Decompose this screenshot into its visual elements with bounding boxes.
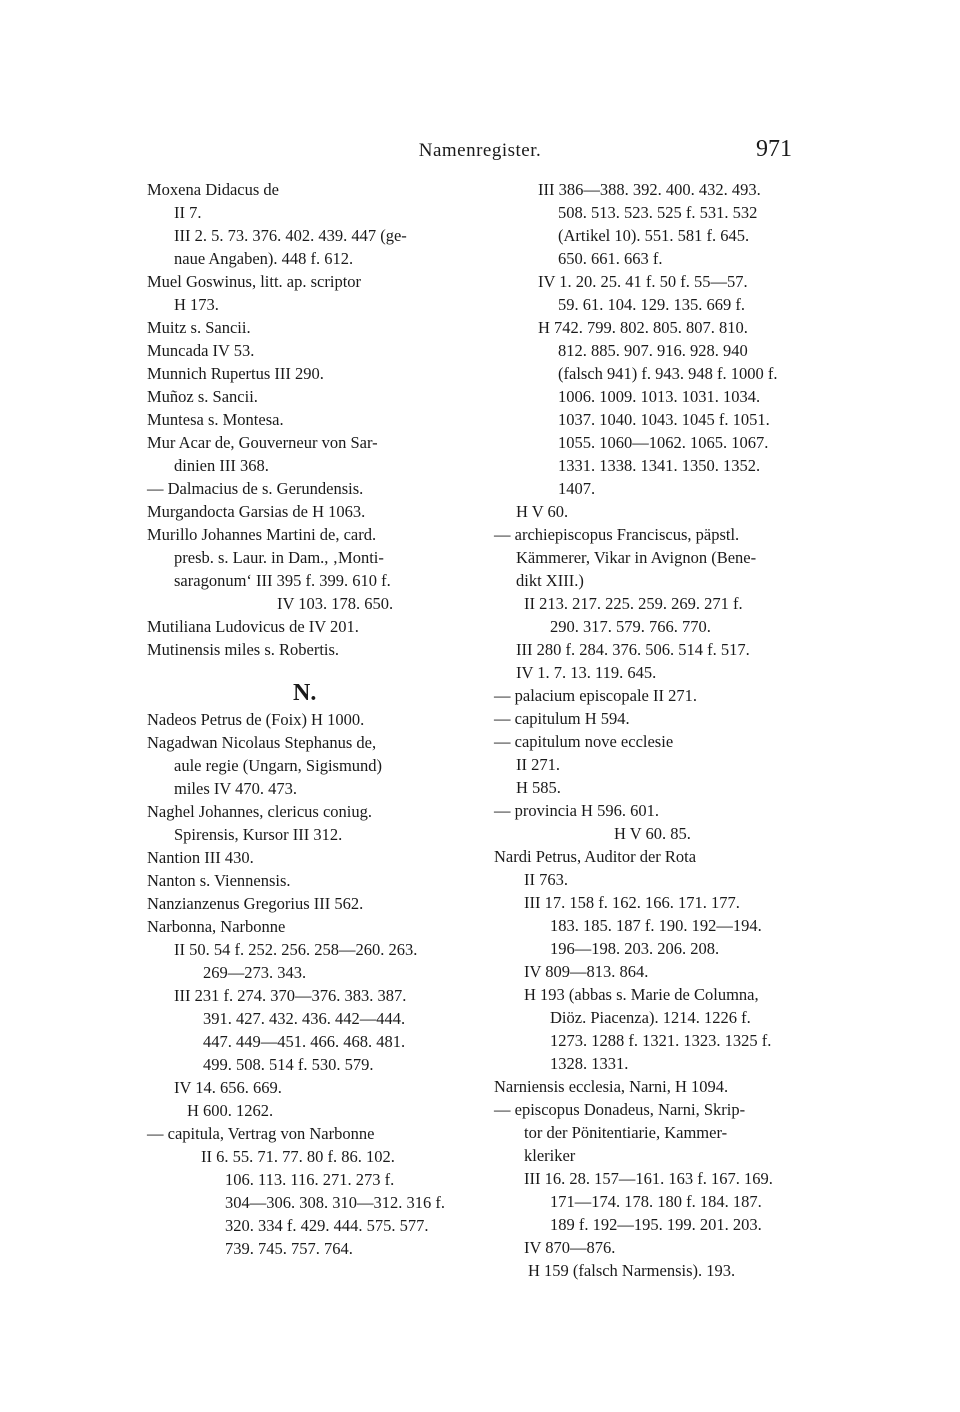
index-line: — palacium episcopale II 271. (494, 686, 697, 705)
running-title: Namenregister. (418, 140, 542, 161)
index-line: Diöz. Piacenza). 1214. 1226 f. (550, 1008, 751, 1027)
index-line: 499. 508. 514 f. 530. 579. (203, 1055, 374, 1074)
index-line: Nagadwan Nicolaus Stephanus de, (147, 733, 377, 752)
index-line: Mutinensis miles s. Robertis. (147, 640, 340, 659)
index-line: saragonum‘ III 395 f. 399. 610 f. (174, 571, 391, 590)
index-line: 183. 185. 187 f. 190. 192—194. (550, 916, 762, 935)
index-line: Mur Acar de, Gouverneur von Sar- (147, 433, 378, 452)
index-line: II 7. (174, 203, 202, 222)
index-line: H 585. (516, 778, 561, 797)
index-line: 447. 449—451. 466. 468. 481. (203, 1032, 406, 1051)
index-line: H V 60. (516, 502, 569, 521)
index-line: 304—306. 308. 310—312. 316 f. (225, 1193, 445, 1212)
index-line: — provincia H 596. 601. (494, 801, 659, 820)
index-line: — episcopus Donadeus, Narni, Skrip- (494, 1100, 746, 1119)
index-line: dinien III 368. (174, 456, 269, 475)
index-line: Nardi Petrus, Auditor der Rota (494, 847, 697, 866)
index-line: H 193 (abbas s. Marie de Columna, (524, 985, 759, 1004)
index-line: 290. 317. 579. 766. 770. (550, 617, 711, 636)
index-line: Nantion III 430. (147, 848, 254, 867)
index-line: Moxena Didacus de (147, 180, 279, 199)
index-line: II 763. (524, 870, 568, 889)
index-line: H 600. 1262. (187, 1101, 274, 1120)
index-line: kleriker (524, 1146, 576, 1165)
index-line: 650. 661. 663 f. (558, 249, 663, 268)
index-line: 1055. 1060—1062. 1065. 1067. (558, 433, 769, 452)
index-line: Muel Goswinus, litt. ap. scriptor (147, 272, 362, 291)
index-line: Muitz s. Sancii. (147, 318, 251, 337)
index-line: 59. 61. 104. 129. 135. 669 f. (558, 295, 745, 314)
index-line: III 16. 28. 157—161. 163 f. 167. 169. (524, 1169, 773, 1188)
index-line: III 386—388. 392. 400. 432. 493. (538, 180, 761, 199)
index-line: Nanzianzenus Gregorius III 562. (147, 894, 364, 913)
index-line: 812. 885. 907. 916. 928. 940 (558, 341, 748, 360)
index-line: IV 14. 656. 669. (174, 1078, 282, 1097)
index-line: 508. 513. 523. 525 f. 531. 532 (558, 203, 758, 222)
index-line: Murillo Johannes Martini de, card. (147, 525, 377, 544)
index-line: — Dalmacius de s. Gerundensis. (147, 479, 364, 498)
section-letter: N. (293, 680, 317, 706)
index-line: 1407. (558, 479, 596, 498)
index-line: — capitulum nove ecclesie (494, 732, 674, 751)
index-line: (Artikel 10). 551. 581 f. 645. (558, 226, 750, 245)
index-line: H V 60. 85. (614, 824, 691, 843)
index-line: IV 103. 178. 650. (277, 594, 394, 613)
index-line: Spirensis, Kursor III 312. (174, 825, 343, 844)
index-line: aule regie (Ungarn, Sigismund) (174, 756, 383, 775)
index-line: 1273. 1288 f. 1321. 1323. 1325 f. (550, 1031, 772, 1050)
index-line: III 2. 5. 73. 376. 402. 439. 447 (ge- (174, 226, 407, 245)
index-line: 1037. 1040. 1043. 1045 f. 1051. (558, 410, 770, 429)
index-line: — capitula, Vertrag von Narbonne (147, 1124, 375, 1143)
index-line: III 280 f. 284. 376. 506. 514 f. 517. (516, 640, 750, 659)
index-line: 739. 745. 757. 764. (225, 1239, 353, 1258)
index-line: III 231 f. 274. 370—376. 383. 387. (174, 986, 407, 1005)
index-line: Muntesa s. Montesa. (147, 410, 284, 429)
index-line: naue Angaben). 448 f. 612. (174, 249, 354, 268)
index-line: 1331. 1338. 1341. 1350. 1352. (558, 456, 761, 475)
index-line: Kämmerer, Vikar in Avignon (Bene- (516, 548, 757, 567)
index-line: 1006. 1009. 1013. 1031. 1034. (558, 387, 761, 406)
index-line: — capitulum H 594. (494, 709, 630, 728)
index-line: 269—273. 343. (203, 963, 307, 982)
index-line: II 271. (516, 755, 560, 774)
index-line: Mutiliana Ludovicus de IV 201. (147, 617, 359, 636)
index-line: IV 870—876. (524, 1238, 616, 1257)
index-line: dikt XIII.) (516, 571, 584, 590)
index-line: Narbonna, Narbonne (147, 917, 286, 936)
index-line: 196—198. 203. 206. 208. (550, 939, 720, 958)
index-line: IV 1. 20. 25. 41 f. 50 f. 55—57. (538, 272, 748, 291)
index-line: Nadeos Petrus de (Foix) H 1000. (147, 710, 365, 729)
index-line: II 213. 217. 225. 259. 269. 271 f. (524, 594, 743, 613)
index-line: 189 f. 192—195. 199. 201. 203. (550, 1215, 762, 1234)
index-line: 391. 427. 432. 436. 442—444. (203, 1009, 406, 1028)
index-line: Murgandocta Garsias de H 1063. (147, 502, 366, 521)
index-line: tor der Pönitentiarie, Kammer- (524, 1123, 728, 1142)
index-line: IV 1. 7. 13. 119. 645. (516, 663, 657, 682)
index-line: Nanton s. Viennensis. (147, 871, 291, 890)
index-line: (falsch 941) f. 943. 948 f. 1000 f. (558, 364, 778, 383)
index-line: 106. 113. 116. 271. 273 f. (225, 1170, 395, 1189)
index-line: Muñoz s. Sancii. (147, 387, 258, 406)
index-line: II 50. 54 f. 252. 256. 258—260. 263. (174, 940, 418, 959)
index-line: — archiepiscopus Franciscus, päpstl. (494, 525, 740, 544)
index-line: Munnich Rupertus III 290. (147, 364, 324, 383)
index-line: IV 809—813. 864. (524, 962, 649, 981)
index-line: H 173. (174, 295, 219, 314)
index-line: H 742. 799. 802. 805. 807. 810. (538, 318, 748, 337)
index-line: III 17. 158 f. 162. 166. 171. 177. (524, 893, 740, 912)
index-line: Naghel Johannes, clericus coniug. (147, 802, 372, 821)
index-line: Muncada IV 53. (147, 341, 255, 360)
index-line: presb. s. Laur. in Dam., ‚Monti- (174, 548, 384, 567)
index-line: 320. 334 f. 429. 444. 575. 577. (225, 1216, 429, 1235)
index-line: miles IV 470. 473. (174, 779, 297, 798)
index-line: 1328. 1331. (550, 1054, 629, 1073)
index-line: H 159 (falsch Narmensis). 193. (528, 1261, 736, 1280)
index-line: Narniensis ecclesia, Narni, H 1094. (494, 1077, 729, 1096)
index-line: II 6. 55. 71. 77. 80 f. 86. 102. (201, 1147, 395, 1166)
index-line: 171—174. 178. 180 f. 184. 187. (550, 1192, 762, 1211)
page-number: 971 (756, 136, 792, 162)
